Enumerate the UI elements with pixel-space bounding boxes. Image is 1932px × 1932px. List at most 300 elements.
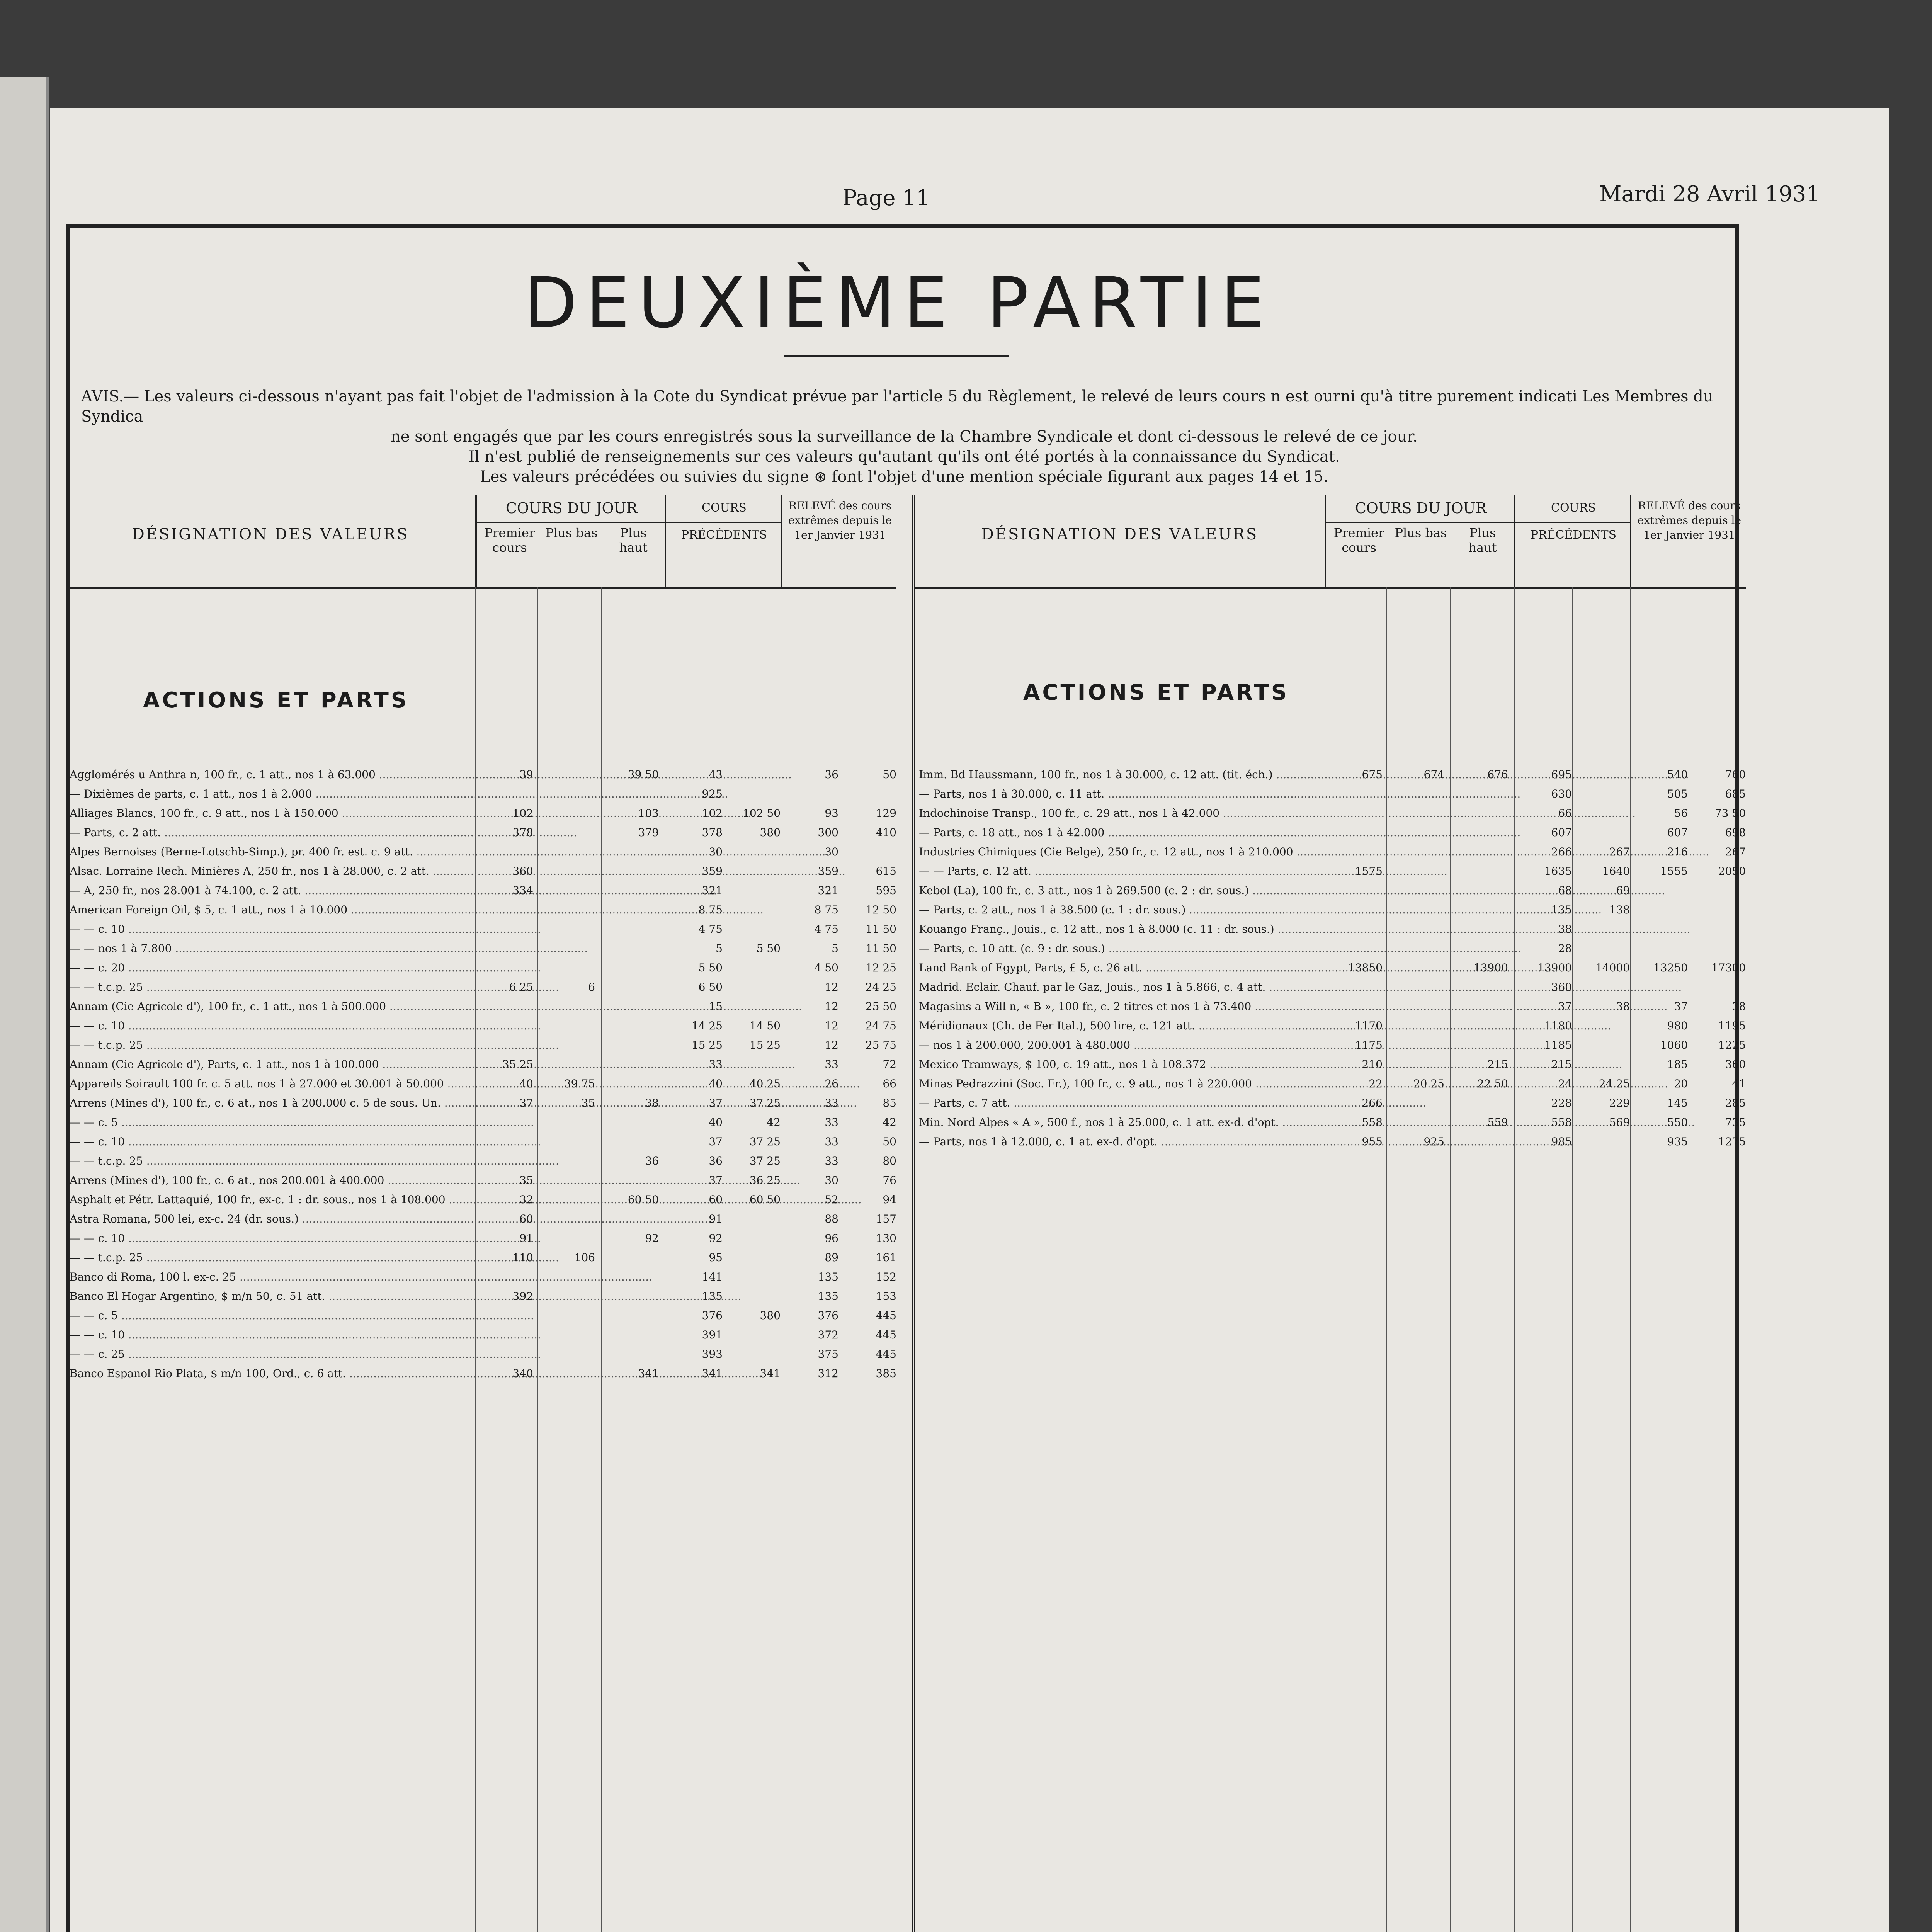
table-row (70, 1171, 896, 1190)
table-row (70, 1074, 896, 1094)
price-cell-r2: 25 50 (865, 1000, 896, 1013)
price-cell-haut: 92 (645, 1232, 659, 1245)
price-cell-p2: 341 (760, 1367, 781, 1380)
price-cell-p1: 321 (702, 884, 723, 897)
avis-line: Il n'est publié de renseignements sur ces valeurs qu'autant qu'ils ont été portés à la connaissance du Syndicat. (468, 448, 1340, 466)
security-name: — — c. 10 ..... (70, 1325, 475, 1345)
table-row (70, 765, 896, 784)
table-row (70, 900, 896, 920)
newspaper-page (50, 108, 1889, 1932)
price-cell-r2: 24 25 (865, 981, 896, 993)
price-cell-premier: 340 (512, 1367, 533, 1380)
price-cell-r2: 760 (1725, 768, 1746, 781)
security-name: — Parts, nos 1 à 12.000, c. 1 at. ex-d. d'opt. ..... (919, 1132, 1325, 1151)
price-cell-p1: 215 (1551, 1058, 1572, 1071)
right-rows (919, 765, 1746, 1151)
price-cell-r2: 50 (883, 768, 896, 781)
price-cell-bas: 39 75 (564, 1077, 595, 1090)
previous-page-edge (0, 77, 49, 1932)
price-cell-p1: 266 (1551, 845, 1572, 858)
price-cell-haut: 341 (638, 1367, 659, 1380)
price-cell-bas: 925 (1423, 1135, 1444, 1148)
security-name: — — t.c.p. 25 ..... (70, 978, 475, 997)
price-cell-p1: 6 50 (698, 981, 723, 993)
price-cell-r1: 359 (818, 865, 838, 878)
table-row (70, 997, 896, 1016)
price-cell-r2: 153 (876, 1290, 896, 1303)
price-cell-premier: 6 25 (509, 981, 533, 993)
price-cell-premier: 955 (1362, 1135, 1383, 1148)
price-cell-r1: 375 (818, 1348, 838, 1361)
price-cell-p1: 630 (1551, 787, 1572, 800)
price-cell-r2: 11 50 (865, 923, 896, 935)
avis-line: Les valeurs précédées ou suivies du signe ⊛ font l'objet d'une mention spéciale figurant aux pages 14 et 15. (480, 468, 1328, 486)
price-cell-haut: 215 (1487, 1058, 1508, 1071)
table-row (919, 765, 1746, 784)
price-cell-p2: 14 50 (749, 1019, 781, 1032)
price-cell-r1: 12 (825, 1000, 838, 1013)
price-cell-r2: 94 (883, 1193, 896, 1206)
price-cell-p1: 43 (709, 768, 723, 781)
price-cell-premier: 37 (519, 1097, 533, 1109)
security-name: — nos 1 à 200.000, 200.001 à 480.000 ..... (919, 1036, 1325, 1055)
price-cell-p1: 1635 (1544, 865, 1572, 878)
security-name: — A, 250 fr., nos 28.001 à 74.100, c. 2 att. ..... (70, 881, 475, 900)
price-cell-bas: 674 (1423, 768, 1444, 781)
table-row (919, 842, 1746, 862)
price-cell-p1: 38 (1558, 923, 1572, 935)
price-cell-p1: 15 25 (691, 1039, 723, 1051)
price-cell-r1: 185 (1667, 1058, 1688, 1071)
price-cell-r1: 88 (825, 1213, 838, 1225)
price-cell-p1: 376 (702, 1309, 723, 1322)
avis-line: AVIS.— Les valeurs ci-dessous n'ayant pas fait l'objet de l'admission à la Cote du Syndicat prévue par l'article 5 du Règlement, le relevé de leurs cours n est ourni qu'à titre purement indicati Les Membres du Syndica (81, 388, 1713, 425)
price-cell-r2: 129 (876, 807, 896, 820)
price-cell-premier: 35 25 (502, 1058, 533, 1071)
header-cours-du-jour: COURS DU JOUR Premier cours Plus bas Plus haut (475, 495, 666, 587)
price-cell-r2: 385 (876, 1367, 896, 1380)
price-cell-p1: 228 (1551, 1097, 1572, 1109)
price-cell-p2: 69 (1616, 884, 1630, 897)
price-cell-p1: 40 (709, 1077, 723, 1090)
table-row (70, 862, 896, 881)
price-cell-r1: 96 (825, 1232, 838, 1245)
price-cell-premier: 39 (519, 768, 533, 781)
price-cell-p1: 24 (1558, 1077, 1572, 1090)
table-row (70, 1113, 896, 1132)
price-cell-p1: 359 (702, 865, 723, 878)
price-cell-p1: 60 (709, 1193, 723, 1206)
price-cell-premier: 22 (1369, 1077, 1383, 1090)
price-cell-bas: 20 25 (1413, 1077, 1444, 1090)
price-cell-haut: 38 (645, 1097, 659, 1109)
security-name: — — c. 5 ..... (70, 1113, 475, 1132)
price-cell-r1: 33 (825, 1058, 838, 1071)
price-cell-r2: 130 (876, 1232, 896, 1245)
price-cell-r2: 360 (1725, 1058, 1746, 1071)
price-cell-r1: 980 (1667, 1019, 1688, 1032)
price-cell-premier: 40 (519, 1077, 533, 1090)
price-cell-haut: 60 50 (628, 1193, 659, 1206)
price-cell-r2: 445 (876, 1348, 896, 1361)
price-cell-r1: 33 (825, 1116, 838, 1129)
price-cell-r1: 30 (825, 845, 838, 858)
price-cell-p1: 102 (702, 807, 723, 820)
price-cell-premier: 558 (1362, 1116, 1383, 1129)
price-cell-r2: 285 (1725, 1097, 1746, 1109)
header-cours-precedents: COURS PRÉCÉDENTS (665, 495, 782, 587)
security-name: Banco di Roma, 100 l. ex-c. 25 ..... (70, 1267, 475, 1287)
price-cell-haut: 22 50 (1477, 1077, 1508, 1090)
price-cell-p2: 60 50 (749, 1193, 781, 1206)
price-cell-p2: 15 25 (749, 1039, 781, 1051)
price-cell-p1: 66 (1558, 807, 1572, 820)
price-cell-r1: 56 (1674, 807, 1688, 820)
price-cell-r2: 38 (1732, 1000, 1746, 1013)
price-cell-p1: 33 (709, 1058, 723, 1071)
price-cell-r1: 33 (825, 1155, 838, 1167)
price-cell-p1: 378 (702, 826, 723, 839)
security-name: Min. Nord Alpes « A », 500 f., nos 1 à 25.000, c. 1 att. ex-d. d'opt. ..... (919, 1113, 1325, 1132)
price-cell-p1: 695 (1551, 768, 1572, 781)
security-name: Kebol (La), 100 fr., c. 3 att., nos 1 à 269.500 (c. 2 : dr. sous.) ..... (919, 881, 1325, 900)
table-row (919, 1055, 1746, 1074)
price-cell-p1: 95 (709, 1251, 723, 1264)
table-row (70, 1132, 896, 1151)
price-cell-premier: 334 (512, 884, 533, 897)
header-designation: DÉSIGNATION DES VALEURS (132, 526, 409, 543)
table-row (70, 842, 893, 862)
security-name: Imm. Bd Haussmann, 100 fr., nos 1 à 30.000, c. 12 att. (tit. éch.) ..... (919, 765, 1325, 784)
price-cell-r1: 376 (818, 1309, 838, 1322)
header-releve: RELEVÉ des cours extrêmes depuis le 1er Janvier 1931 (1630, 495, 1747, 587)
price-cell-r1: 1060 (1660, 1039, 1688, 1051)
price-cell-r2: 11 50 (865, 942, 896, 955)
table-row (919, 1132, 1746, 1151)
price-cell-p2: 229 (1609, 1097, 1630, 1109)
table-row (70, 978, 896, 997)
price-cell-r2: 72 (883, 1058, 896, 1071)
security-name: — — c. 10 ..... (70, 920, 475, 939)
price-cell-premier: 360 (512, 865, 533, 878)
price-cell-p1: 607 (1551, 826, 1572, 839)
price-cell-p2: 14000 (1595, 961, 1630, 974)
security-name: Madrid. Eclair. Chauf. par le Gaz, Jouis., nos 1 à 5.866, c. 4 att. ..... (919, 978, 1325, 997)
table-row (919, 804, 1746, 823)
price-cell-p1: 28 (1558, 942, 1572, 955)
security-name: Alpes Bernoises (Berne-Lotschb-Simp.), pr. 400 fr. est. c. 9 att. ..... (70, 842, 475, 862)
price-cell-r1: 20 (1674, 1077, 1688, 1090)
table-row (70, 958, 896, 978)
price-cell-r1: 550 (1667, 1116, 1688, 1129)
price-cell-r2: 80 (883, 1155, 896, 1167)
table-row (919, 862, 1746, 881)
price-cell-r2: 615 (876, 865, 896, 878)
price-cell-haut: 13900 (1473, 961, 1508, 974)
price-cell-r2: 17300 (1711, 961, 1746, 974)
security-name: Annam (Cie Agricole d'), 100 fr., c. 1 att., nos 1 à 500.000 ..... (70, 997, 475, 1016)
price-cell-p1: 1180 (1544, 1019, 1572, 1032)
price-cell-premier: 102 (512, 807, 533, 820)
price-cell-r1: 300 (818, 826, 838, 839)
security-name: — — Parts, c. 12 att. ..... (919, 862, 1325, 881)
price-cell-haut: 559 (1487, 1116, 1508, 1129)
price-cell-p1: 391 (702, 1328, 723, 1341)
price-cell-p1: 8 75 (698, 903, 723, 916)
price-cell-p1: 37 (1558, 1000, 1572, 1013)
table-row (70, 920, 896, 939)
section-title: ACTIONS ET PARTS (143, 688, 409, 713)
security-name: — Parts, c. 7 att. ..... (919, 1094, 1325, 1113)
security-name: — — c. 10 ..... (70, 1229, 475, 1248)
table-row (919, 900, 1742, 920)
price-cell-p1: 37 (709, 1135, 723, 1148)
price-cell-p2: 102 50 (743, 807, 781, 820)
price-cell-premier: 266 (1362, 1097, 1383, 1109)
price-cell-r1: 26 (825, 1077, 838, 1090)
security-name: Land Bank of Egypt, Parts, £ 5, c. 26 att. ..... (919, 958, 1325, 978)
price-cell-p2: 5 50 (756, 942, 781, 955)
security-name: Asphalt et Pétr. Lattaquié, 100 fr., ex-c. 1 : dr. sous., nos 1 à 108.000 ..... (70, 1190, 475, 1209)
price-cell-p2: 24 25 (1599, 1077, 1630, 1090)
price-cell-p2: 138 (1609, 903, 1630, 916)
price-cell-p2: 1640 (1602, 865, 1630, 878)
security-name: Arrens (Mines d'), 100 fr., c. 6 at., nos 200.001 à 400.000 ..... (70, 1171, 475, 1190)
price-cell-r2: 595 (876, 884, 896, 897)
price-cell-p1: 558 (1551, 1116, 1572, 1129)
security-name: Alliages Blancs, 100 fr., c. 9 att., nos 1 à 150.000 ..... (70, 804, 475, 823)
table-row (919, 1016, 1746, 1036)
header-designation: DÉSIGNATION DES VALEURS (981, 526, 1259, 543)
price-cell-premier: 378 (512, 826, 533, 839)
table-row (70, 1151, 896, 1171)
header-releve: RELEVÉ des cours extrêmes depuis le 1er Janvier 1931 (781, 495, 898, 587)
security-name: Appareils Soirault 100 fr. c. 5 att. nos 1 à 27.000 et 30.001 à 50.000 ..... (70, 1074, 475, 1094)
price-cell-r1: 33 (825, 1097, 838, 1109)
page-date: Mardi 28 Avril 1931 (1599, 182, 1820, 207)
table-row (70, 784, 893, 804)
price-cell-p1: 5 (716, 942, 723, 955)
price-cell-p1: 92 (709, 1232, 723, 1245)
table-row (919, 1036, 1746, 1055)
price-cell-r1: 935 (1667, 1135, 1688, 1148)
price-cell-p1: 91 (709, 1213, 723, 1225)
price-cell-haut: 36 (645, 1155, 659, 1167)
table-row (70, 1364, 896, 1383)
table-row (919, 1094, 1746, 1113)
security-name: Arrens (Mines d'), 100 fr., c. 6 at., nos 1 à 200.000 c. 5 de sous. Un. ..... (70, 1094, 475, 1113)
price-cell-p1: 13900 (1537, 961, 1572, 974)
table-row (919, 920, 1742, 939)
page-title: DEUXIÈME PARTIE (524, 263, 1273, 344)
table-row (70, 1094, 896, 1113)
price-cell-r2: 735 (1725, 1116, 1746, 1129)
price-cell-p2: 36 25 (749, 1174, 781, 1187)
price-cell-bas: 6 (588, 981, 595, 993)
price-cell-p2: 37 25 (749, 1135, 781, 1148)
price-cell-r1: 52 (825, 1193, 838, 1206)
table-row (70, 1267, 896, 1287)
price-cell-r2: 1195 (1718, 1019, 1746, 1032)
price-cell-p1: 985 (1551, 1135, 1572, 1148)
price-cell-premier: 675 (1362, 768, 1383, 781)
price-cell-p1: 30 (709, 845, 723, 858)
price-cell-haut: 103 (638, 807, 659, 820)
security-name: — Parts, c. 2 att., nos 1 à 38.500 (c. 1 : dr. sous.) ..... (919, 900, 1325, 920)
price-cell-p1: 925 (702, 787, 723, 800)
security-name: — — c. 25 ..... (70, 1345, 475, 1364)
table-row (919, 997, 1746, 1016)
price-cell-r2: 445 (876, 1328, 896, 1341)
price-cell-p2: 380 (760, 826, 781, 839)
price-cell-premier: 1170 (1355, 1019, 1383, 1032)
price-cell-p2: 40 25 (749, 1077, 781, 1090)
table-row (70, 881, 896, 900)
header-cours-precedents: COURS PRÉCÉDENTS (1514, 495, 1631, 587)
table-header (66, 495, 896, 589)
price-cell-p1: 15 (709, 1000, 723, 1013)
section-title: ACTIONS ET PARTS (1023, 680, 1289, 705)
avis-notice (81, 386, 1727, 487)
header-cours-du-jour: COURS DU JOUR Premier cours Plus bas Plus haut (1325, 495, 1515, 587)
price-cell-r1: 145 (1667, 1097, 1688, 1109)
price-cell-r1: 505 (1667, 787, 1688, 800)
price-cell-p1: 5 50 (698, 961, 723, 974)
price-cell-p1: 360 (1551, 981, 1572, 993)
price-cell-r1: 312 (818, 1367, 838, 1380)
price-cell-r1: 135 (818, 1270, 838, 1283)
security-name: Alsac. Lorraine Rech. Minières A, 250 fr., nos 1 à 28.000, c. 2 att. ..... (70, 862, 475, 881)
table-row (70, 1055, 896, 1074)
left-quote-table (66, 495, 896, 1932)
price-cell-r1: 216 (1667, 845, 1688, 858)
security-name: — Parts, c. 10 att. (c. 9 : dr. sous.) ..... (919, 939, 1325, 958)
security-name: — — t.c.p. 25 ..... (70, 1151, 475, 1171)
table-row (919, 978, 1742, 997)
price-cell-p1: 141 (702, 1270, 723, 1283)
price-cell-p1: 14 25 (691, 1019, 723, 1032)
security-name: — Parts, c. 18 att., nos 1 à 42.000 ..... (919, 823, 1325, 842)
price-cell-p1: 40 (709, 1116, 723, 1129)
price-cell-r2: 698 (1725, 826, 1746, 839)
price-cell-r1: 12 (825, 1019, 838, 1032)
price-cell-p2: 569 (1609, 1116, 1630, 1129)
price-cell-r2: 42 (883, 1116, 896, 1129)
security-name: — Parts, c. 2 att. ..... (70, 823, 475, 842)
price-cell-premier: 392 (512, 1290, 533, 1303)
price-cell-p1: 37 (709, 1174, 723, 1187)
price-cell-premier: 1575 (1355, 865, 1383, 878)
price-cell-r2: 66 (883, 1077, 896, 1090)
table-row (919, 958, 1746, 978)
price-cell-premier: 35 (519, 1174, 533, 1187)
table-row (70, 939, 896, 958)
avis-line: ne sont engagés que par les cours enregistrés sous la surveillance de la Chambre Syndicale et dont ci-dessous le relevé de ce jour. (391, 428, 1418, 446)
price-cell-r2: 85 (883, 1097, 896, 1109)
table-row (70, 1325, 896, 1345)
price-cell-p2: 267 (1609, 845, 1630, 858)
security-name: Annam (Cie Agricole d'), Parts, c. 1 att., nos 1 à 100.000 ..... (70, 1055, 475, 1074)
security-name: Minas Pedrazzini (Soc. Fr.), 100 fr., c. 9 att., nos 1 à 220.000 ..... (919, 1074, 1325, 1094)
security-name: Agglomérés u Anthra n, 100 fr., c. 1 att., nos 1 à 63.000 ..... (70, 765, 475, 784)
security-name: Astra Romana, 500 lei, ex-c. 24 (dr. sous.) ..... (70, 1209, 475, 1229)
table-header (915, 495, 1746, 589)
price-cell-r1: 37 (1674, 1000, 1688, 1013)
security-name: American Foreign Oil, $ 5, c. 1 att., nos 1 à 10.000 ..... (70, 900, 475, 920)
price-cell-haut: 676 (1487, 768, 1508, 781)
security-name: — — c. 20 ..... (70, 958, 475, 978)
price-cell-bas: 106 (574, 1251, 595, 1264)
price-cell-r2: 1275 (1718, 1135, 1746, 1148)
price-cell-p1: 37 (709, 1097, 723, 1109)
page-number: Page 11 (842, 185, 930, 211)
security-name: Banco Espanol Rio Plata, $ m/n 100, Ord., c. 6 att. ..... (70, 1364, 475, 1383)
security-name: Mexico Tramways, $ 100, c. 19 att., nos 1 à 108.372 ..... (919, 1055, 1325, 1074)
price-cell-r2: 24 75 (865, 1019, 896, 1032)
table-row (70, 1229, 896, 1248)
price-cell-p1: 135 (702, 1290, 723, 1303)
price-cell-r2: 12 50 (865, 903, 896, 916)
title-underline (784, 355, 1009, 357)
table-row (70, 804, 896, 823)
table-row (919, 881, 1742, 900)
price-cell-r2: 41 (1732, 1077, 1746, 1090)
price-cell-r1: 4 75 (814, 923, 838, 935)
security-name: — — c. 10 ..... (70, 1016, 475, 1036)
table-row (919, 823, 1746, 842)
price-cell-p2: 37 25 (749, 1155, 781, 1167)
price-cell-p1: 341 (702, 1367, 723, 1380)
price-cell-p1: 4 75 (698, 923, 723, 935)
price-cell-premier: 32 (519, 1193, 533, 1206)
price-cell-r1: 540 (1667, 768, 1688, 781)
table-row (70, 1016, 896, 1036)
price-cell-premier: 110 (512, 1251, 533, 1264)
price-cell-r1: 89 (825, 1251, 838, 1264)
price-cell-bas: 35 (581, 1097, 595, 1109)
price-cell-r2: 73 50 (1714, 807, 1746, 820)
price-cell-r1: 36 (825, 768, 838, 781)
price-cell-r1: 93 (825, 807, 838, 820)
table-row (70, 1190, 896, 1209)
price-cell-premier: 13850 (1348, 961, 1383, 974)
price-cell-haut: 379 (638, 826, 659, 839)
table-row (919, 1113, 1746, 1132)
price-cell-r1: 30 (825, 1174, 838, 1187)
price-cell-r2: 2050 (1718, 865, 1746, 878)
price-cell-p1: 135 (1551, 903, 1572, 916)
price-cell-r2: 445 (876, 1309, 896, 1322)
price-cell-p2: 37 25 (749, 1097, 781, 1109)
price-cell-r1: 1555 (1660, 865, 1688, 878)
price-cell-r1: 13250 (1653, 961, 1688, 974)
table-row (70, 823, 896, 842)
price-cell-haut: 39 50 (628, 768, 659, 781)
price-cell-r2: 410 (876, 826, 896, 839)
price-cell-r2: 152 (876, 1270, 896, 1283)
price-cell-r2: 25 75 (865, 1039, 896, 1051)
security-name: — — nos 1 à 7.800 ..... (70, 939, 475, 958)
security-name: Magasins a Will n, « B », 100 fr., c. 2 titres et nos 1 à 73.400 ..... (919, 997, 1325, 1016)
price-cell-r2: 12 25 (865, 961, 896, 974)
price-cell-r2: 50 (883, 1135, 896, 1148)
price-cell-r2: 685 (1725, 787, 1746, 800)
price-cell-r1: 12 (825, 1039, 838, 1051)
security-name: Kouango Franç., Jouis., c. 12 att., nos 1 à 8.000 (c. 11 : dr. sous.) ..... (919, 920, 1325, 939)
table-row (70, 1345, 896, 1364)
price-cell-premier: 1175 (1355, 1039, 1383, 1051)
price-cell-r2: 161 (876, 1251, 896, 1264)
